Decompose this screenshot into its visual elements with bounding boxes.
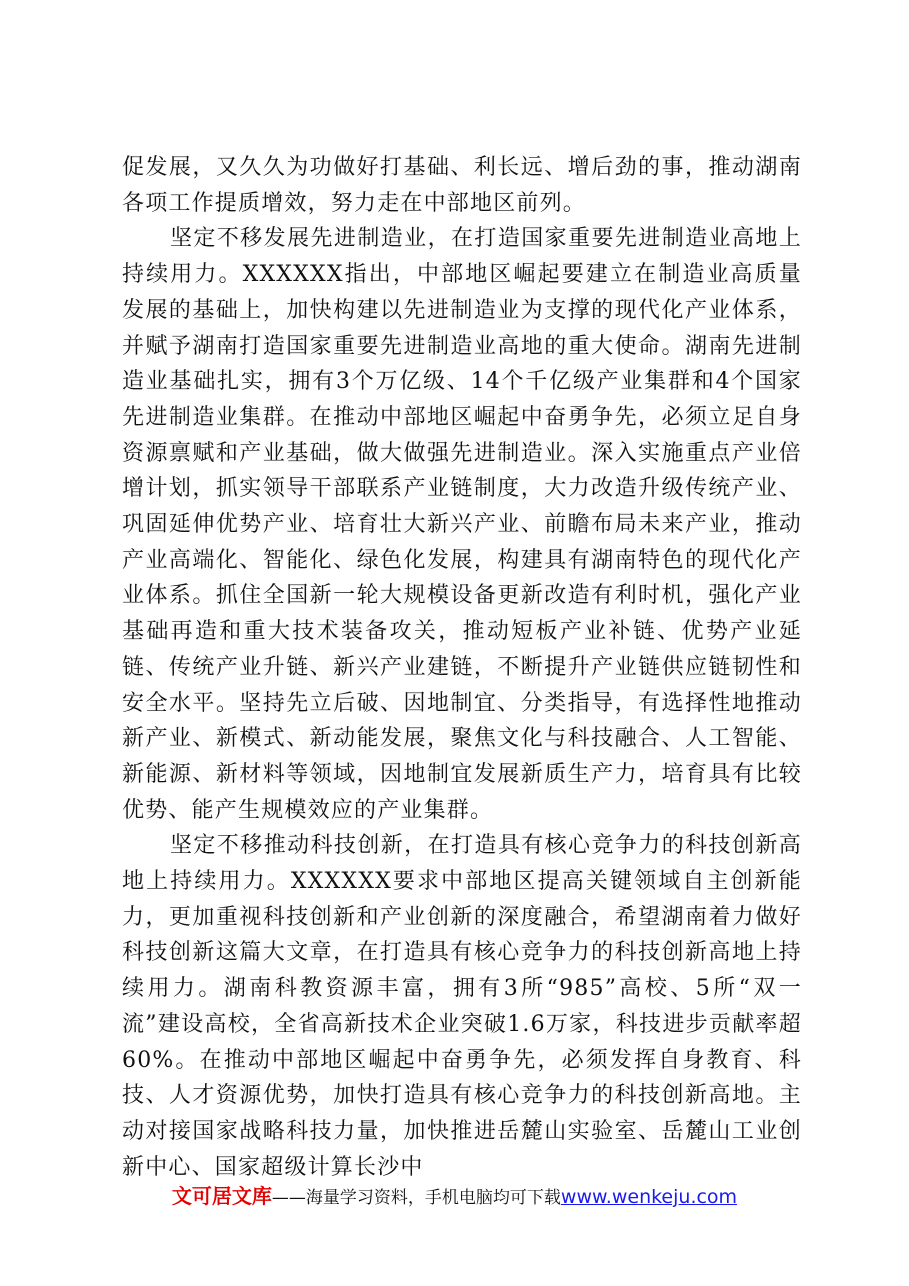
footer-tagline: ——海量学习资料，手机电脑均可下载 — [271, 1188, 561, 1208]
footer-site-link[interactable]: www.wenkeju.com — [560, 1186, 738, 1208]
paragraph-continuation: 促发展，又久久为功做好打基础、利长远、增后劲的事，推动湖南各项工作提质增效，努力走在中部地区前列。 — [122, 155, 802, 216]
document-body — [122, 150, 802, 1185]
footer-watermark — [0, 1180, 909, 1209]
paragraph-advanced-manufacturing: 坚定不移发展先进制造业，在打造国家重要先进制造业高地上持续用力。XXXXXX指出，中部地区崛起要建立在制造业高质量发展的基础上，加快构建以先进制造业为支撑的现代化产业体系，并赋予湖南打造国家重要先进制造业高地的重大使命。湖南先进制造业基础扎实，拥有3个万亿级、14个千亿级产业集群和4个国家先进制造业集群。在推动中部地区崛起中奋勇争先，必须立足自身资源禀赋和产业基础，做大做强先进制造业。深入实施重点产业倍增计划，抓实领导干部联系产业链制度，大力改造升级传统产业、巩固延伸优势产业、培育壮大新兴产业、前瞻布局未来产业，推动产业高端化、智能化、绿色化发展，构建具有湖南特色的现代化产业体系。抓住全国新一轮大规模设备更新改造有利时机，强化产业基础再造和重大技术装备攻关，推动短板产业补链、优势产业延链、传统产业升链、新兴产业建链，不断提升产业链供应链韧性和安全水平。坚持先立后破、因地制宜、分类指导，有选择性地推动新产业、新模式、新动能发展，聚焦文化与科技融合、人工智能、新能源、新材料等领域，因地制宜发展新质生产力，培育具有比较优势、能产生规模效应的产业集群。 — [122, 226, 802, 823]
footer-brand: 文可居文库 — [171, 1184, 272, 1208]
paragraph-tech-innovation: 坚定不移推动科技创新，在打造具有核心竞争力的科技创新高地上持续用力。XXXXXX要求中部地区提高关键领域自主创新能力，更加重视科技创新和产业创新的深度融合，希望湖南着力做好科技创新这篇大文章，在打造具有核心竞争力的科技创新高地上持续用力。湖南科教资源丰富，拥有3所“985”高校、5所“双一流”建设高校，全省高新技术企业突破1.6万家，科技进步贡献率超60%。在推动中部地区崛起中奋勇争先，必须发挥自身教育、科技、人才资源优势，加快打造具有核心竞争力的科技创新高地。主动对接国家战略科技力量，加快推进岳麓山实验室、岳麓山工业创新中心、国家超级计算长沙中 — [122, 833, 802, 1180]
